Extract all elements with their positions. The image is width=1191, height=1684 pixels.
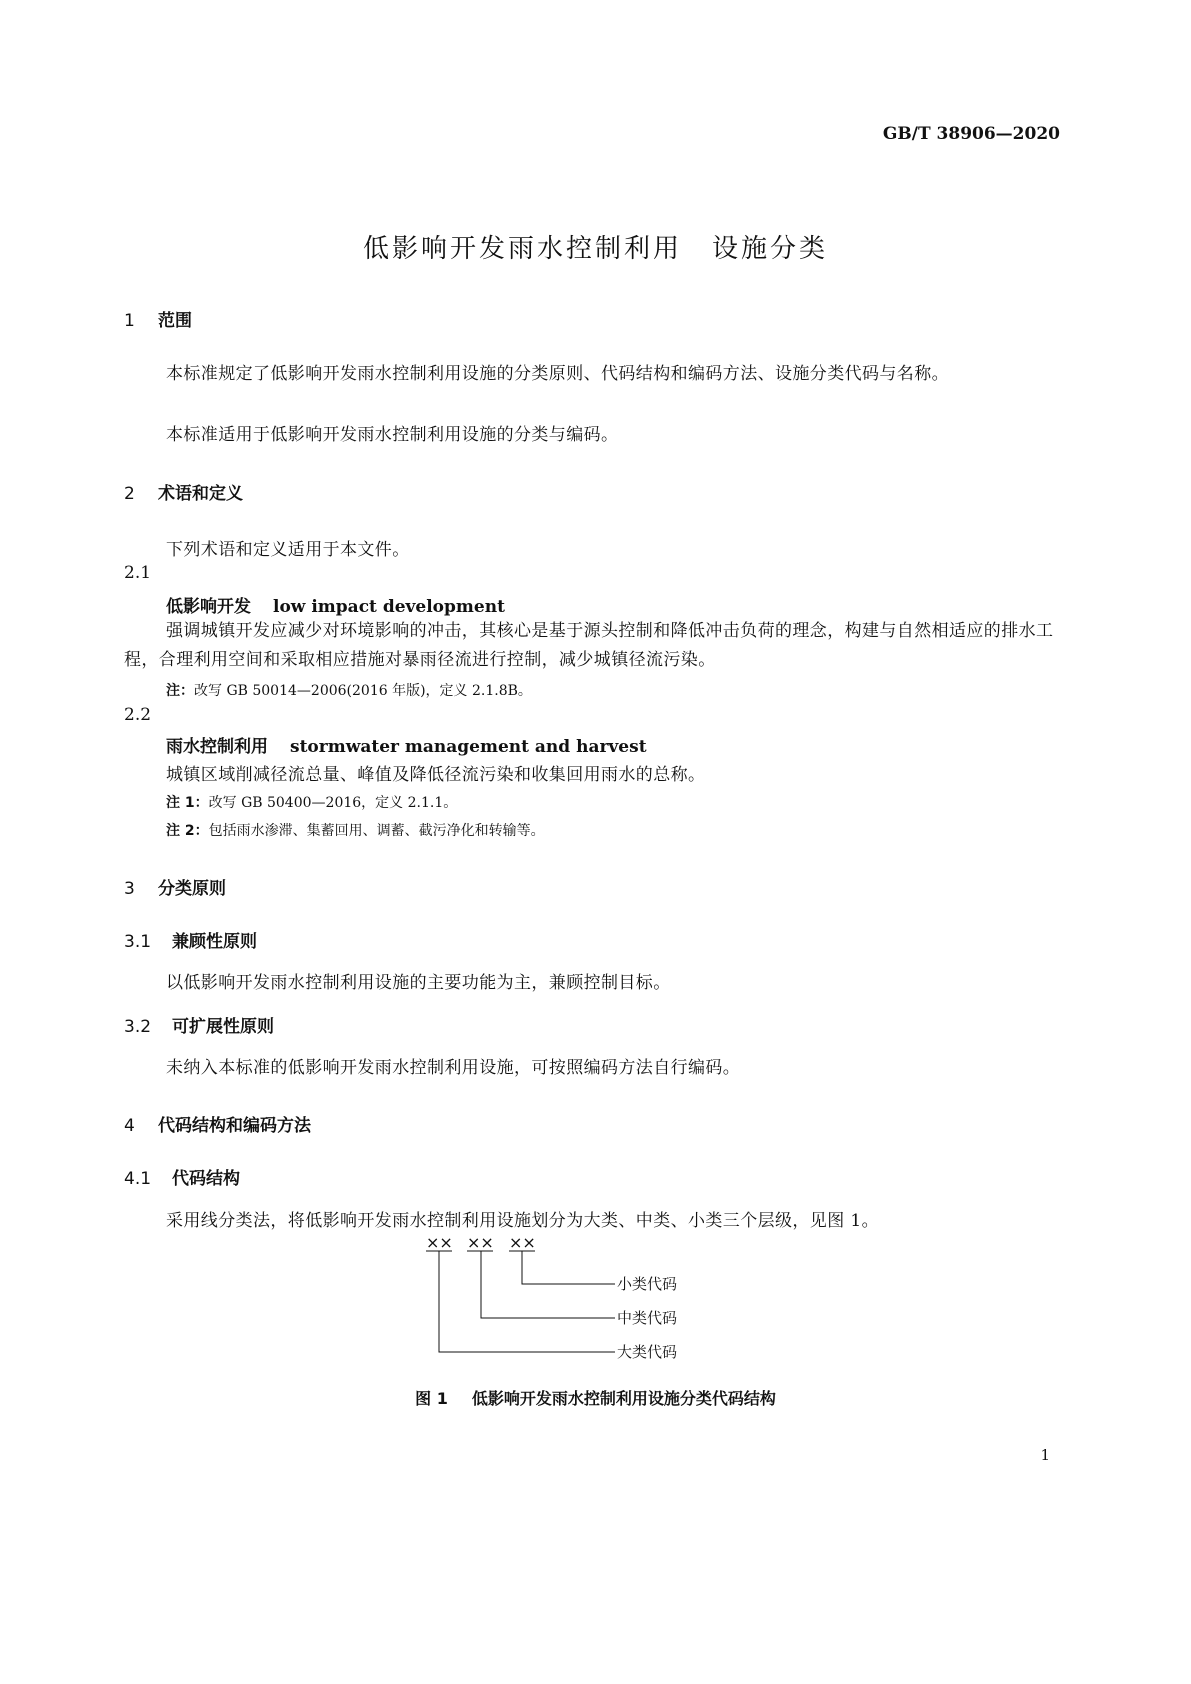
section-3-heading xyxy=(124,874,226,899)
figure-number: 图 1 xyxy=(415,1389,448,1408)
term-english: stormwater management and harvest xyxy=(290,737,647,757)
note xyxy=(166,680,532,700)
subsection-title: 可扩展性原则 xyxy=(172,1017,274,1037)
note-label: 注 2： xyxy=(166,823,209,839)
title-part2: 设施分类 xyxy=(712,234,829,264)
figure-caption-text: 低影响开发雨水控制利用设施分类代码结构 xyxy=(471,1389,776,1408)
standard-number: GB/T 38906—2020 xyxy=(882,124,1060,144)
small-class-label: 小类代码 xyxy=(617,1275,678,1293)
section-title: 代码结构和编码方法 xyxy=(158,1116,311,1136)
section-title: 范围 xyxy=(158,311,192,331)
section-title: 分类原则 xyxy=(158,879,226,899)
small-class-leader xyxy=(522,1251,615,1284)
paragraph: 以低影响开发雨水控制利用设施的主要功能为主，兼顾控制目标。 xyxy=(166,973,671,993)
note-label: 注 1： xyxy=(166,795,209,811)
section-number: 3 xyxy=(124,879,135,899)
paragraph: 本标准适用于低影响开发雨水控制利用设施的分类与编码。 xyxy=(166,425,619,445)
note-text: 包括雨水渗滞、集蓄回用、调蓄、截污净化和转输等。 xyxy=(208,823,545,839)
subsection-title: 代码结构 xyxy=(172,1169,240,1189)
subsection-heading xyxy=(124,1164,240,1189)
section-2-heading xyxy=(124,479,243,504)
note-label: 注： xyxy=(166,683,194,699)
term-chinese: 雨水控制利用 xyxy=(166,737,268,757)
document-title xyxy=(0,228,1191,265)
note xyxy=(166,820,545,840)
page-number: 1 xyxy=(1040,1446,1050,1464)
note xyxy=(166,792,457,812)
figure-caption xyxy=(0,1386,1191,1409)
paragraph: 本标准规定了低影响开发雨水控制利用设施的分类原则、代码结构和编码方法、设施分类代码与名称。 xyxy=(166,364,949,384)
term-heading xyxy=(166,592,505,617)
subsection-title: 兼顾性原则 xyxy=(172,932,257,952)
term-number: 2.2 xyxy=(124,705,152,725)
large-class-label: 大类代码 xyxy=(617,1343,678,1361)
large-class-placeholder: ×× xyxy=(426,1233,453,1252)
subsection-number: 4.1 xyxy=(124,1169,152,1189)
section-number: 4 xyxy=(124,1116,135,1136)
small-class-placeholder: ×× xyxy=(509,1233,536,1252)
term-definition: 强调城镇开发应减少对环境影响的冲击，其核心是基于源头控制和降低冲击负荷的理念，构建与自然相适应的排水工程，合理利用空间和采取相应措施对暴雨径流进行控制，减少城镇径流污染。 xyxy=(124,621,1054,670)
note-text: 改写 GB 50014—2006(2016 年版)，定义 2.1.8B。 xyxy=(194,683,532,699)
term-chinese: 低影响开发 xyxy=(166,597,251,617)
paragraph: 采用线分类法，将低影响开发雨水控制利用设施划分为大类、中类、小类三个层级，见图 1。 xyxy=(166,1211,880,1231)
paragraph: 未纳入本标准的低影响开发雨水控制利用设施，可按照编码方法自行编码。 xyxy=(166,1058,741,1078)
section-1-heading xyxy=(124,306,192,331)
section-title: 术语和定义 xyxy=(158,484,243,504)
paragraph: 下列术语和定义适用于本文件。 xyxy=(166,540,410,560)
title-part1: 低影响开发雨水控制利用 xyxy=(362,234,682,264)
code-structure-diagram xyxy=(420,1232,740,1362)
medium-class-placeholder: ×× xyxy=(467,1233,494,1252)
term-number: 2.1 xyxy=(124,563,152,583)
section-number: 2 xyxy=(124,484,135,504)
section-4-heading xyxy=(124,1111,311,1136)
medium-class-label: 中类代码 xyxy=(617,1309,678,1327)
subsection-heading xyxy=(124,927,257,952)
term-definition: 城镇区域削减径流总量、峰值及降低径流污染和收集回用雨水的总称。 xyxy=(166,765,706,785)
subsection-number: 3.2 xyxy=(124,1017,152,1037)
subsection-heading xyxy=(124,1012,274,1037)
large-class-leader xyxy=(439,1251,615,1352)
note-text: 改写 GB 50400—2016，定义 2.1.1。 xyxy=(208,795,458,811)
section-number: 1 xyxy=(124,311,135,331)
term-heading xyxy=(166,732,647,757)
term-english: low impact development xyxy=(273,597,505,617)
subsection-number: 3.1 xyxy=(124,932,152,952)
